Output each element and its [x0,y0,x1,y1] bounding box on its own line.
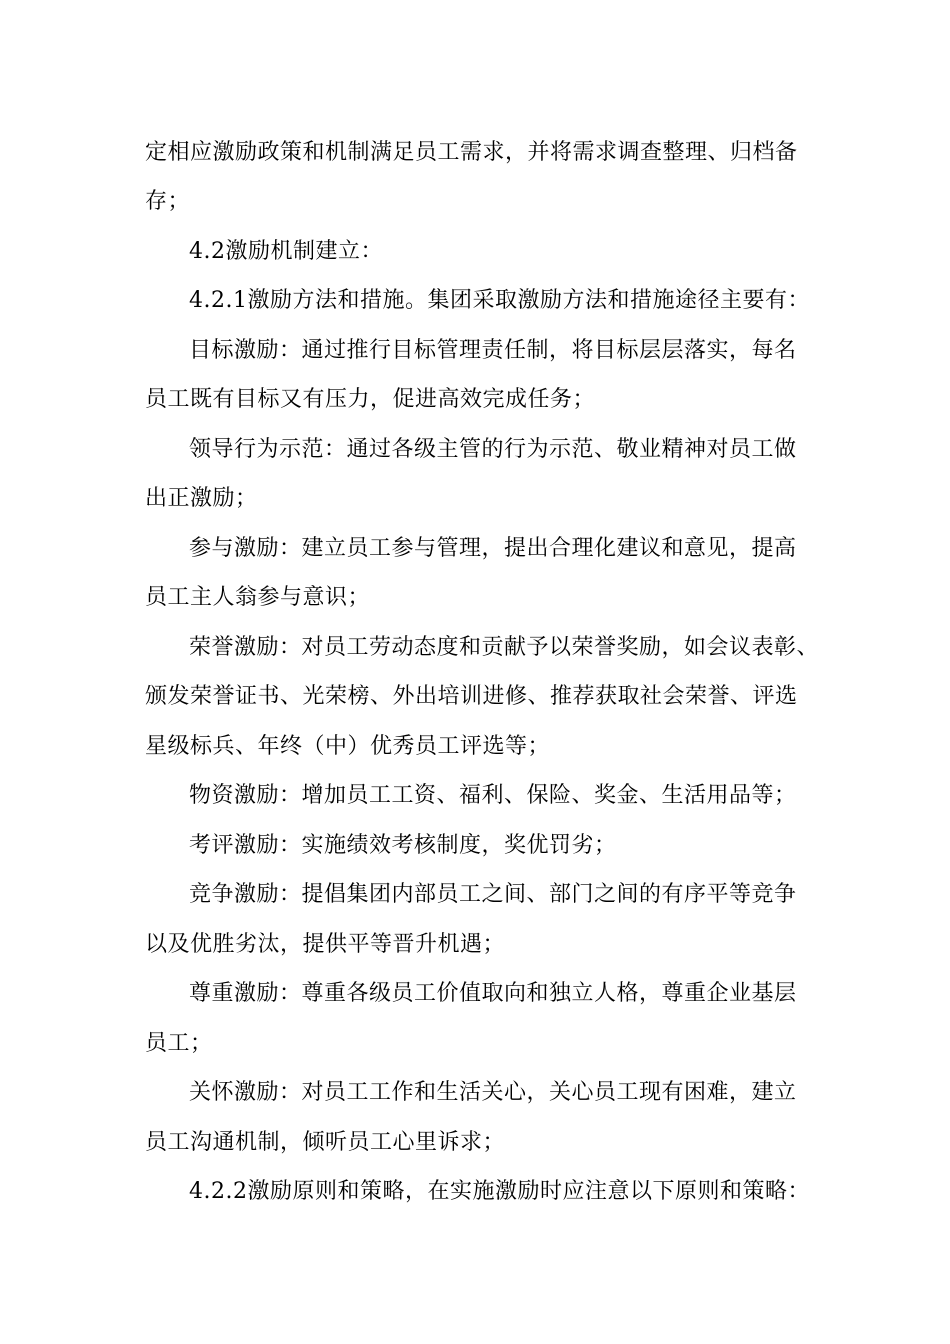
text-line: 目标激励：通过推行目标管理责任制，将目标层层落实，每名 [189,338,797,363]
text-line: 员工沟通机制，倾听员工心里诉求； [145,1130,506,1155]
text-line: 存； [145,189,191,214]
subsection-heading: 4.2.2激励原则和策略，在实施激励时应注意以下原则和策略： [189,1179,810,1204]
text-line: 参与激励：建立员工参与管理，提出合理化建议和意见，提高 [189,536,797,561]
text-line: 颁发荣誉证书、光荣榜、外出培训进修、推荐获取社会荣誉、评选 [145,684,798,709]
text-line: 竞争激励：提倡集团内部员工之间、部门之间的有序平等竞争 [189,882,797,907]
text-line: 员工主人翁参与意识； [145,585,371,610]
text-line: 员工既有目标又有压力，促进高效完成任务； [145,387,596,412]
text-line: 定相应激励政策和机制满足员工需求，并将需求调查整理、归档备 [145,140,798,165]
text-line: 星级标兵、年终（中）优秀员工评选等； [145,734,551,759]
text-line: 荣誉激励：对员工劳动态度和贡献予以荣誉奖励，如会议表彰、 [189,635,820,660]
text-line: 出正激励； [145,486,258,511]
text-line: 尊重激励：尊重各级员工价值取向和独立人格，尊重企业基层 [189,981,797,1006]
text-line: 领导行为示范：通过各级主管的行为示范、敬业精神对员工做 [189,437,797,462]
subsection-heading: 4.2.1激励方法和措施。集团采取激励方法和措施途径主要有： [189,288,810,313]
text-line: 考评激励：实施绩效考核制度，奖优罚劣； [189,833,617,858]
text-line: 员工； [145,1031,213,1056]
section-heading: 4.2激励机制建立： [189,239,383,264]
text-line: 以及优胜劣汰，提供平等晋升机遇； [145,932,506,957]
text-line: 物资激励：增加员工工资、福利、保险、奖金、生活用品等； [189,783,797,808]
text-line: 关怀激励：对员工工作和生活关心，关心员工现有困难，建立 [189,1080,797,1105]
